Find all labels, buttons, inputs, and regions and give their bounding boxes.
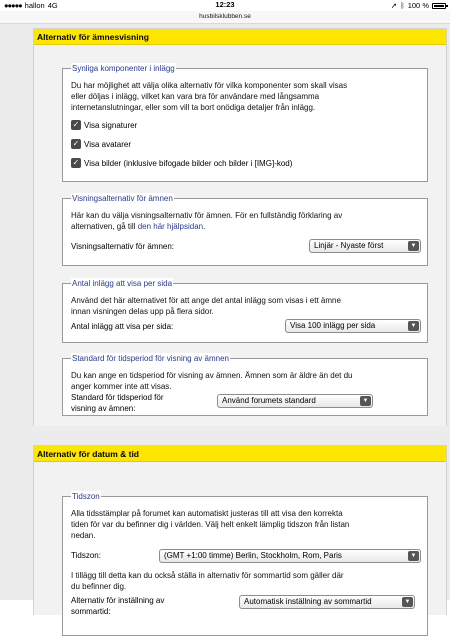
chevron-down-icon: ▼: [408, 321, 419, 331]
panel-title: Alternativ för datum & tid: [34, 446, 446, 462]
select-value: Visa 100 inlägg per sida: [290, 321, 376, 330]
time-period-description: [71, 370, 419, 392]
desc-text: alternativen, gå till: [71, 222, 138, 231]
url-bar[interactable]: husbilsklubben.se: [0, 11, 450, 24]
chevron-down-icon: ▼: [408, 551, 419, 561]
checkbox-checked-icon[interactable]: ✓: [72, 120, 80, 129]
posts-per-page-description: [71, 295, 419, 317]
show-avatars-option[interactable]: [71, 139, 131, 149]
checkbox-checked-icon[interactable]: ✓: [72, 139, 80, 148]
desc-line: Alla tidsstämplar på forumet kan automatiskt justeras till att visa den korrekta: [71, 509, 343, 518]
time-period-select[interactable]: [217, 394, 373, 408]
posts-per-page-label: Antal inlägg att visa per sida:: [71, 322, 174, 331]
panel-body: [34, 462, 446, 615]
desc-line: anger kommer inte att visas.: [71, 382, 172, 391]
fieldset-legend: Tidszon: [72, 492, 100, 501]
display-mode-fieldset: [62, 194, 428, 266]
select-value: Automatisk inställning av sommartid: [244, 597, 372, 606]
label-line: sommartid:: [71, 607, 111, 616]
battery-level: 100 %: [407, 1, 429, 10]
fieldset-legend: Antal inlägg att visa per sida: [72, 279, 173, 288]
chevron-down-icon: ▼: [402, 597, 413, 607]
location-icon: ➚: [390, 1, 398, 10]
desc-line: Du kan ange en tidsperiod för visning av ämnen. Ämnen som är äldre än det du: [71, 371, 353, 380]
show-signatures-option[interactable]: [71, 120, 137, 130]
desc-line: du befinner dig.: [71, 582, 127, 591]
desc-line: internetanslutningar, eller som vill ta bort onödiga detaljer från inlägg.: [71, 103, 316, 112]
desc-line: innan visningen delas upp på flera sidor.: [71, 307, 214, 316]
dst-select[interactable]: [239, 595, 415, 609]
desc-line: Du har möjlighet att välja olika alternativ för vilka komponenter som skall visas: [71, 81, 348, 90]
panel-title: Alternativ för ämnesvisning: [34, 29, 446, 45]
chevron-down-icon: ▼: [360, 396, 371, 406]
checkbox-label: Visa bilder (inklusive bifogade bilder och bilder i [IMG]-kod): [84, 158, 293, 168]
desc-line: eller döljas i inlägg, vilket kan vara bra för användare med långsamma: [71, 92, 320, 101]
visible-components-fieldset: [62, 64, 428, 182]
bluetooth-icon: ᛒ: [400, 1, 405, 10]
desc-line: nedan.: [71, 531, 96, 540]
status-time: 12:23: [215, 0, 235, 9]
components-description: [71, 80, 419, 113]
desc-line: Använd det här alternativet för att ange det antal inlägg som visas i ett ämne: [71, 296, 341, 305]
display-mode-description: [71, 210, 419, 232]
signal-icon: ●●●●●: [4, 1, 22, 10]
display-mode-label: Visningsalternativ för ämnen:: [71, 242, 175, 251]
desc-line: tiden för var du befinner dig i världen. Välj helt enkelt lämplig tidszon från listan: [71, 520, 350, 529]
posts-per-page-select[interactable]: [285, 319, 421, 333]
timezone-fieldset: [62, 492, 428, 636]
panel-body: [34, 45, 446, 426]
dst-label: [71, 595, 164, 617]
fieldset-legend: Visningsalternativ för ämnen: [72, 194, 173, 203]
carrier-name: hallon: [24, 1, 45, 10]
select-value: Linjär - Nyaste först: [314, 241, 384, 250]
timezone-select[interactable]: [159, 549, 421, 563]
network-type: 4G: [47, 1, 58, 10]
help-page-link[interactable]: den här hjälpsidan: [137, 222, 204, 231]
label-line: Alternativ för inställning av: [71, 596, 165, 605]
select-value: (GMT +1:00 timme) Berlin, Stockholm, Rom, Paris: [164, 551, 342, 560]
posts-per-page-fieldset: [62, 279, 428, 343]
show-images-option[interactable]: [71, 158, 292, 168]
dst-description: [71, 570, 419, 592]
fieldset-legend: Standard för tidsperiod för visning av ämnen: [72, 354, 229, 363]
checkbox-checked-icon[interactable]: ✓: [72, 158, 80, 167]
label-line: visning av ämnen:: [71, 404, 136, 413]
checkbox-label: Visa avatarer: [84, 139, 131, 149]
date-time-options-panel: [33, 445, 447, 615]
desc-line: I tillägg till detta kan du också ställa in alternativ för sommartid som gäller där: [71, 571, 344, 580]
display-mode-select[interactable]: [309, 239, 421, 253]
topic-display-options-panel: [33, 28, 447, 426]
timezone-description: [71, 508, 419, 541]
fieldset-legend: Synliga komponenter i inlägg: [72, 64, 175, 73]
desc-line: [71, 221, 419, 232]
desc-text: .: [203, 222, 206, 231]
checkbox-label: Visa signaturer: [84, 120, 138, 130]
desc-line: Här kan du välja visningsalternativ för ämnen. För en fullständig förklaring av: [71, 211, 343, 220]
time-period-label: [71, 392, 164, 414]
chevron-down-icon: ▼: [408, 241, 419, 251]
timezone-label: Tidszon:: [71, 551, 101, 560]
select-value: Använd forumets standard: [222, 396, 316, 405]
time-period-fieldset: [62, 354, 428, 416]
label-line: Standard för tidsperiod för: [71, 393, 164, 402]
